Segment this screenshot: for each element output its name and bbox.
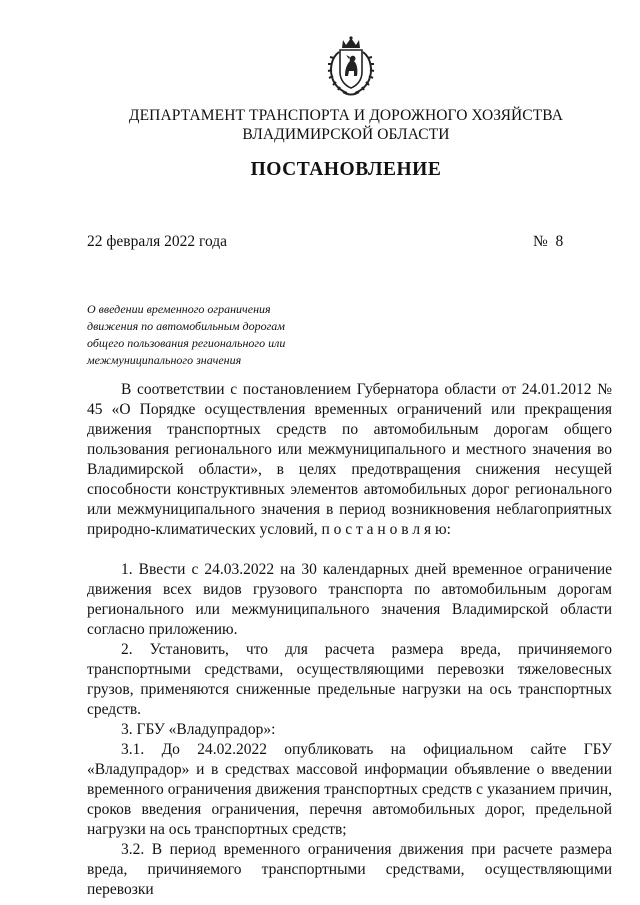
subject-line-1: О введении временного ограничения xyxy=(87,302,271,316)
clause-3-2: 3.2. В период временного ограничения движения при расчете размера вреда, причиняемого транспортными средствами, осуществляющими перевозки xyxy=(87,841,612,898)
coat-of-arms-icon xyxy=(325,36,377,98)
subject-line-3: общего пользования регионального или xyxy=(87,336,286,350)
document-number: № 8 xyxy=(533,233,564,250)
department-name xyxy=(0,106,640,144)
clause-3-1: 3.1. До 24.02.2022 опубликовать на официальном сайте ГБУ «Владупрадор» и в средствах массовой информации объявление о введении временного ограничения движения транспортных средств с указанием причин, сроков введения ограничения, перечня автомобильных дорог, предельной нагрузки на ось транспортных средств; xyxy=(87,741,612,838)
clause-3: 3. ГБУ «Владупрадор»: xyxy=(121,721,276,738)
department-line-1: ДЕПАРТАМЕНТ ТРАНСПОРТА И ДОРОЖНОГО ХОЗЯЙСТВА xyxy=(128,107,564,124)
subject-line-4: межмуниципального значения xyxy=(87,353,242,367)
document-body xyxy=(87,380,612,900)
document-type-title: ПОСТАНОВЛЕНИЕ xyxy=(250,159,442,180)
document-date: 22 февраля 2022 года xyxy=(87,233,228,250)
document-subject xyxy=(87,301,327,369)
clause-1: 1. Ввести с 24.03.2022 на 30 календарных дней временное ограничение движения всех видов грузового транспорта по автомобильным дорогам регионального или межмуниципального значения Владимирской области согласно приложению. xyxy=(87,561,612,638)
paragraph-gap xyxy=(87,540,612,560)
subject-line-2: движения по автомобильным дорогам xyxy=(87,319,285,333)
preamble-paragraph: В соответствии с постановлением Губернатора области от 24.01.2012 № 45 «О Порядке осуществления временных ограничений или прекращения движения транспортных средств по автомобильным дорогам общего пользования регионального или межмуниципального и местного значения во Владимирской области», в целях предотвращения снижения несущей способности конструктивных элементов автомобильных дорог регионального или межмуниципального значения в период возникновения неблагоприятных природно-климатических условий, п о с т а н о в л я ю: xyxy=(87,381,612,538)
clause-2: 2. Установить, что для расчета размера вреда, причиняемого транспортными средствами, осуществляющими перевозки тяжеловесных грузов, применяются сниженные предельные нагрузки на ось транспортных средств. xyxy=(87,641,612,718)
department-line-2: ВЛАДИМИРСКОЙ ОБЛАСТИ xyxy=(242,126,450,143)
